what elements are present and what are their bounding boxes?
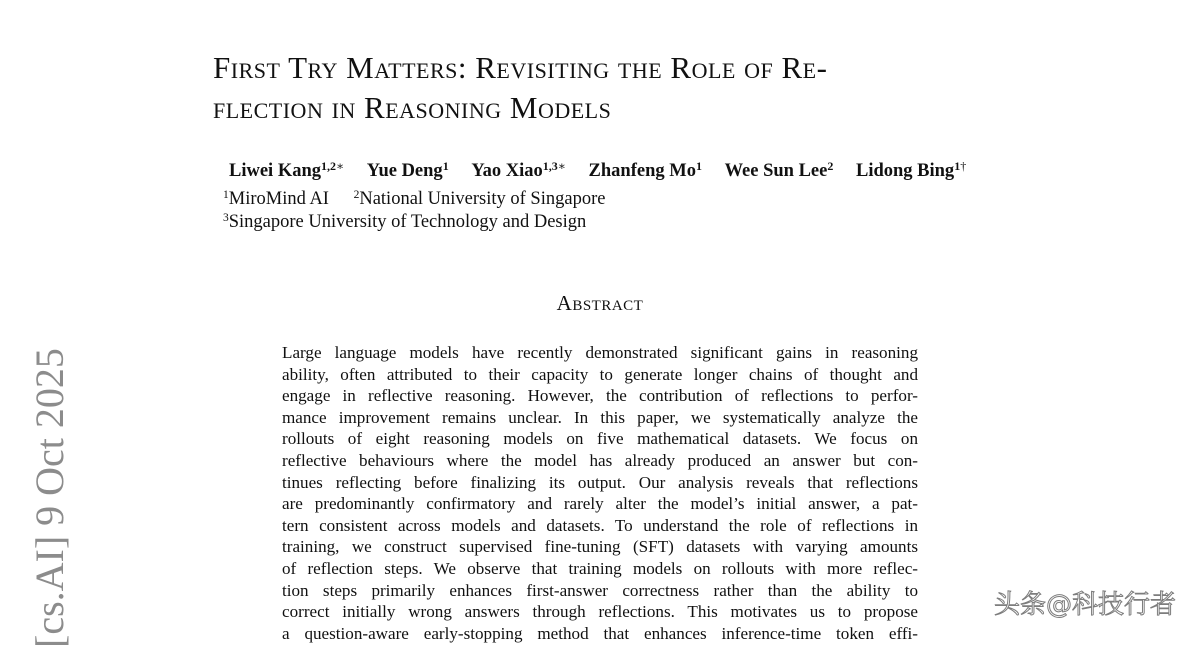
abstract-line: correct initially wrong answers through reflections. This motivates us to propose xyxy=(282,602,918,622)
abstract-line: ability, often attributed to their capacity to generate longer chains of thought and xyxy=(282,364,918,384)
abstract-line: are predominantly confirmatory and rarely alter the model’s initial answer, a pat- xyxy=(282,494,918,514)
arxiv-identifier-stamp: [cs.AI] 9 Oct 2025 xyxy=(27,348,72,648)
author: Zhanfeng Mo$^1$ xyxy=(588,159,702,181)
affiliation-list xyxy=(223,188,923,234)
author: Liwei Kang$^{1,2∗}$ xyxy=(229,159,345,181)
author: Yao Xiao$^{1,3∗}$ xyxy=(471,159,566,181)
watermark: 头条@科技行者 xyxy=(993,590,1176,620)
abstract-line: training, we construct supervised fine-tuning (SFT) datasets with varying amounts xyxy=(282,537,918,557)
abstract-line: rollouts of eight reasoning models on five mathematical datasets. We focus on xyxy=(282,429,918,449)
title-line-2: flection in Reasoning Models xyxy=(213,90,612,125)
abstract-line: reflective behaviours where the model has already produced an answer but con- xyxy=(282,450,918,470)
abstract-line: tern consistent across models and datasets. To understand the role of reflections in xyxy=(282,515,918,535)
author: Yue Deng$^1$ xyxy=(366,159,449,181)
abstract-line: tinues reflecting before finalizing its output. Our analysis reveals that reflections xyxy=(282,472,918,492)
abstract-line: Large language models have recently demonstrated significant gains in reasoning xyxy=(282,343,918,362)
abstract-line: engage in reflective reasoning. However, the contribution of reflections to perfor- xyxy=(282,386,918,406)
affiliation: $^2$National University of Singapore xyxy=(353,189,606,209)
abstract-text xyxy=(282,342,918,644)
abstract-line: a question-aware early-stopping method that enhances inference-time token effi- xyxy=(282,623,918,643)
title-line-1: First Try Matters: Revisiting the Role of Re- xyxy=(213,50,828,85)
paper-title xyxy=(213,48,1013,128)
author: Lidong Bing$^{1\dagger}$ xyxy=(855,159,967,181)
affiliation: $^3$Singapore University of Technology and Design xyxy=(223,212,587,232)
author-list xyxy=(229,158,1049,184)
abstract-heading: Abstract xyxy=(556,291,644,315)
affiliation: $^1$MiroMind AI xyxy=(223,189,329,209)
author: Wee Sun Lee$^2$ xyxy=(724,159,834,181)
abstract-line: mance improvement remains unclear. In this paper, we systematically analyze the xyxy=(282,407,918,427)
abstract-line: of reflection steps. We observe that training models on rollouts with more reflec- xyxy=(282,558,918,578)
abstract-line: tion steps primarily enhances first-answer correctness rather than the ability to xyxy=(282,580,918,600)
